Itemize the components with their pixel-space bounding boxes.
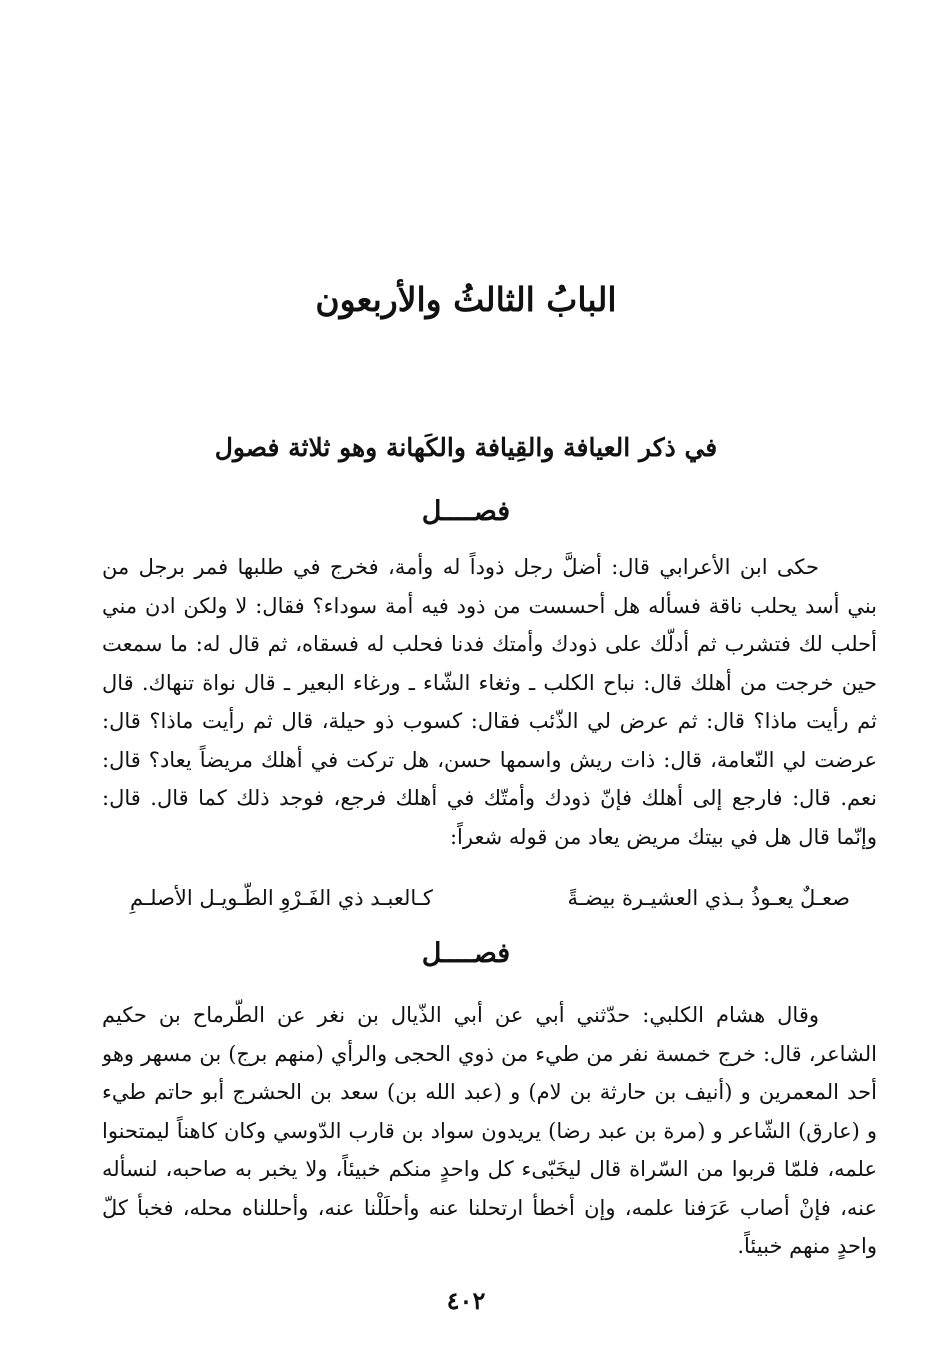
- section-heading-1: فصــــل: [421, 496, 511, 527]
- paragraph-line: و (عارق) الشّاعر و (مرة بن عبد رضا) يريدون سواد بن قارب الدّوسي وكان كاهناً ليمتحنوا: [102, 1118, 877, 1143]
- paragraph-line: أحلب لك فتشرب ثم أدلّك على ذودك وأمتك فدنا فحلب له فسقاه، ثم قال له: ما سمعت: [102, 632, 877, 656]
- paragraph-line: حين خرجت من أهلك قال: نباح الكلب ـ وثغاء الشّاء ـ ورغاء البعير ـ قال نواة تنهاك. قال: [102, 670, 877, 695]
- paragraph-line: وإنّما قال هل في بيتك مريض يعاد من قوله شعراً:: [449, 824, 877, 849]
- section-heading-2: فصــــل: [421, 938, 511, 969]
- paragraph-line: أحد المعمرين و (أنيف بن حارثة بن لام) و (عبد الله بن) سعد بن الحشرج أبو حاتم طيء: [102, 1080, 877, 1104]
- paragraph-line: واحدٍ منهم خبيئاً.: [737, 1234, 877, 1258]
- paragraph-line: عرضت لي النّعامة، قال: ذات ريش واسمها حسن، هل تركت في أهلك مريضاً يعاد؟ قال:: [102, 747, 877, 772]
- poem-verse: [130, 880, 850, 916]
- paragraph-line: الشاعر، قال: خرج خمسة نفر من طيء من ذوي الحجى والرأي (منهم برج) بن مسهر وهو: [102, 1041, 877, 1066]
- section-2-paragraph: [102, 996, 877, 1266]
- verse-second-hemistich: كـالعبـد ذي الفَـرْوِ الطّـويـل الأصلـمِ: [130, 886, 433, 910]
- paragraph-line: وقال هشام الكلبي: حدّثني أبي عن أبي الذّيال بن نغر عن الطّرماح بن حكيم: [102, 1003, 819, 1027]
- paragraph-line: ثم رأيت ماذا؟ قال: ثم عرض لي الذّئب فقال: كسوب ذو حيلة، قال ثم رأيت ماذا؟ قال:: [102, 709, 877, 733]
- paragraph-line: علمه، فلمّا قربوا من السّراة قال ليخَبّىء كل واحدٍ منكم خبيئاً، ولا يخبر به صاحبه، لنسأله: [102, 1157, 877, 1181]
- section-1-paragraph: [102, 548, 877, 856]
- paragraph-line: بني أسد يحلب ناقة فسأله هل أحسست من ذود فيه أمة سوداء؟ فقال: لا ولكن ادن مني: [102, 593, 877, 618]
- page-number: ٤٠٢: [446, 1286, 486, 1315]
- verse-first-hemistich: صعـلٌ يعـوذُ بـذي العشيـرة بيضـةً: [567, 886, 850, 910]
- paragraph-line: حكى ابن الأعرابي قال: أضلَّ رجل ذوداً له وأمة، فخرج في طلبها فمر برجل من: [102, 555, 819, 579]
- chapter-title: البابُ الثالثُ والأربعون: [315, 280, 617, 319]
- paragraph-line: عنه، فإنْ أصاب عَرَفنا علمه، وإن أخطأ ارتحلنا عنه وأحلَلْنا عنه، وأحللناه محله، فخبأ كلّ: [102, 1195, 877, 1220]
- paragraph-line: نعم. قال: فارجع إلى أهلك فإنّ ذودك وأمتّك في أهلك فرجع، فوجد ذلك كما قال. قال:: [102, 786, 877, 810]
- chapter-subtitle: في ذكر العيافة والقِيافة والكَهانة وهو ثلاثة فصول: [214, 433, 718, 462]
